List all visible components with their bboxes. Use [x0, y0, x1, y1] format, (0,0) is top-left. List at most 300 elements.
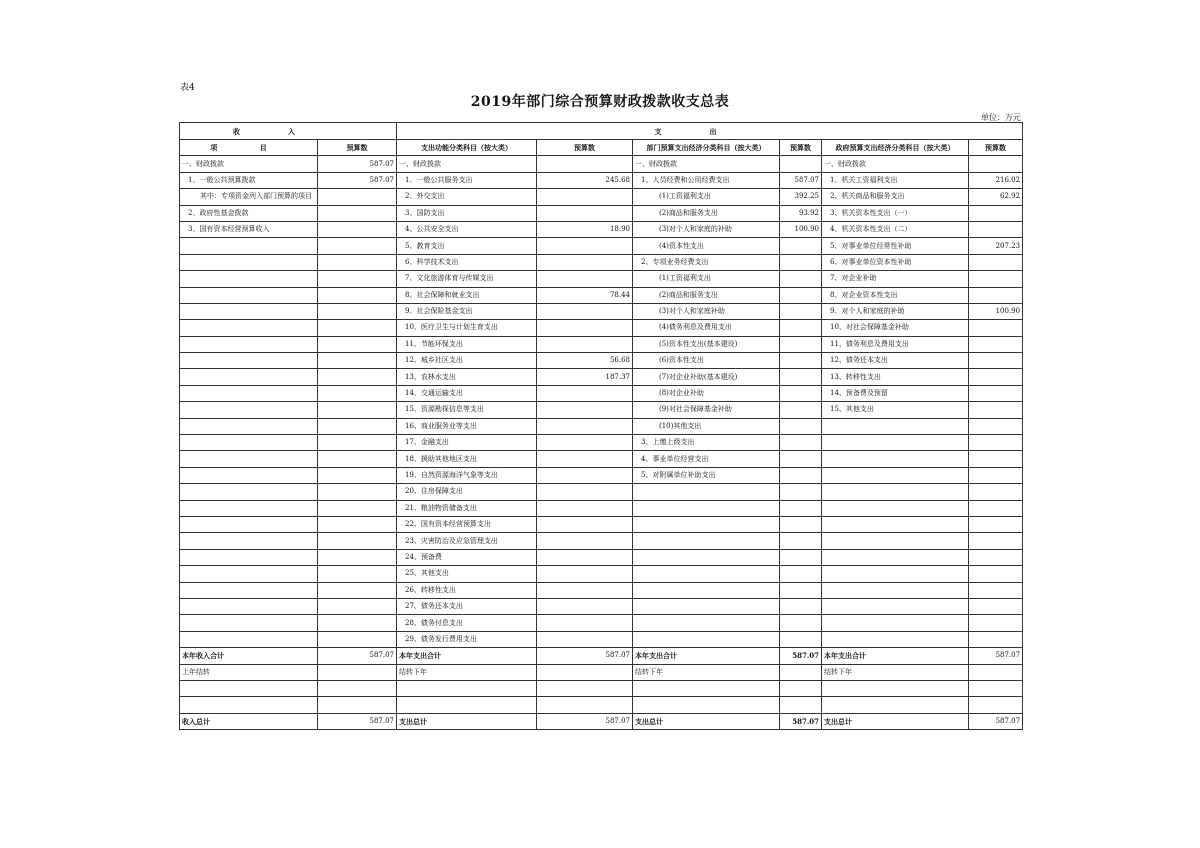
header-row-group — [180, 123, 1023, 140]
table-cell — [180, 631, 318, 647]
table-cell: 上年结转 — [180, 664, 318, 680]
table-row — [180, 271, 1023, 287]
table-cell — [780, 598, 822, 614]
table-row — [180, 369, 1023, 385]
table-cell — [537, 254, 633, 270]
table-cell — [537, 549, 633, 565]
table-cell: 2、机关商品和服务支出 — [822, 189, 969, 205]
table-cell — [969, 697, 1023, 713]
table-cell — [180, 287, 318, 303]
table-row — [180, 320, 1023, 336]
table-row — [180, 500, 1023, 516]
table-cell — [633, 516, 780, 532]
table-cell — [780, 287, 822, 303]
blank-row — [180, 697, 1023, 713]
table-row — [180, 238, 1023, 254]
table-cell: 8、对企业资本性支出 — [822, 287, 969, 303]
table-cell: 11、债务利息及费用支出 — [822, 336, 969, 352]
table-cell — [822, 516, 969, 532]
table-cell — [969, 664, 1023, 680]
table-cell: 20、住房保障支出 — [397, 484, 537, 500]
table-cell — [780, 500, 822, 516]
table-cell — [969, 500, 1023, 516]
table-cell — [780, 435, 822, 451]
gov-econ-class-header: 政府预算支出经济分类科目（按大类） — [822, 140, 969, 156]
table-cell — [780, 320, 822, 336]
table-cell: 5、对附属单位补助支出 — [633, 467, 780, 483]
budget-table — [179, 122, 1023, 730]
table-row — [180, 566, 1023, 582]
table-cell — [180, 500, 318, 516]
table-cell — [180, 598, 318, 614]
table-cell: 26、转移性支出 — [397, 582, 537, 598]
table-cell — [780, 467, 822, 483]
table-cell — [780, 418, 822, 434]
table-cell — [780, 369, 822, 385]
table-cell — [969, 435, 1023, 451]
table-cell — [969, 615, 1023, 631]
table-cell: 1、人员经费和公用经费支出 — [633, 172, 780, 188]
table-cell: 56.68 — [537, 353, 633, 369]
table-row — [180, 516, 1023, 532]
table-cell: 11、节能环保支出 — [397, 336, 537, 352]
table-cell: 3、机关资本性支出（一） — [822, 205, 969, 221]
table-cell: 100.90 — [780, 221, 822, 237]
table-cell: 587.07 — [318, 713, 397, 729]
table-cell — [180, 484, 318, 500]
table-cell — [180, 451, 318, 467]
table-cell — [537, 451, 633, 467]
table-cell — [780, 516, 822, 532]
table-cell: (3)对个人和家庭补助 — [633, 303, 780, 319]
table-cell — [537, 500, 633, 516]
table-cell — [180, 549, 318, 565]
table-cell — [318, 631, 397, 647]
table-cell: 4、事业单位经营支出 — [633, 451, 780, 467]
table-cell — [969, 631, 1023, 647]
table-cell — [969, 336, 1023, 352]
table-cell: 本年收入合计 — [180, 648, 318, 664]
table-cell — [537, 271, 633, 287]
table-cell — [318, 205, 397, 221]
table-row — [180, 418, 1023, 434]
table-cell — [397, 680, 537, 696]
table-cell — [180, 303, 318, 319]
table-cell: 10、医疗卫生与计划生育支出 — [397, 320, 537, 336]
table-cell — [537, 320, 633, 336]
table-cell: 587.07 — [780, 648, 822, 664]
table-cell — [180, 254, 318, 270]
budget-header-2: 预算数 — [537, 140, 633, 156]
table-cell: 25、其他支出 — [397, 566, 537, 582]
table-cell: 29、债务发行费用支出 — [397, 631, 537, 647]
table-cell: 22、国有资本经营预算支出 — [397, 516, 537, 532]
table-cell — [318, 664, 397, 680]
table-cell — [180, 271, 318, 287]
table-cell — [180, 320, 318, 336]
table-cell: 27、债务还本支出 — [397, 598, 537, 614]
table-row — [180, 549, 1023, 565]
table-row — [180, 484, 1023, 500]
table-cell — [537, 680, 633, 696]
table-cell — [780, 664, 822, 680]
table-cell: (1)工资福利支出 — [633, 189, 780, 205]
table-cell — [180, 516, 318, 532]
table-cell — [822, 631, 969, 647]
table-cell — [318, 287, 397, 303]
dept-econ-class-header: 部门预算支出经济分类科目（按大类） — [633, 140, 780, 156]
table-cell — [969, 254, 1023, 270]
table-cell — [969, 549, 1023, 565]
table-cell — [780, 680, 822, 696]
table-cell — [780, 238, 822, 254]
table-row — [180, 467, 1023, 483]
table-cell — [318, 353, 397, 369]
table-cell: 1、一般公共预算拨款 — [180, 172, 318, 188]
table-cell — [969, 451, 1023, 467]
table-cell: 587.07 — [780, 172, 822, 188]
table-cell: 9、社会保险基金支出 — [397, 303, 537, 319]
table-cell — [780, 533, 822, 549]
table-cell: 8、社会保障和就业支出 — [397, 287, 537, 303]
table-cell: 18.90 — [537, 221, 633, 237]
table-row — [180, 402, 1023, 418]
table-row — [180, 303, 1023, 319]
table-cell — [537, 402, 633, 418]
table-cell — [822, 582, 969, 598]
table-cell: 587.07 — [318, 648, 397, 664]
table-cell: 其中：专项资金列入部门预算的项目 — [180, 189, 318, 205]
table-cell — [780, 549, 822, 565]
page-title: 2019年部门综合预算财政拨款收支总表 — [470, 94, 730, 110]
table-cell — [537, 484, 633, 500]
table-cell: 78.44 — [537, 287, 633, 303]
table-cell: 支出总计 — [633, 713, 780, 729]
table-cell — [537, 664, 633, 680]
table-cell — [822, 566, 969, 582]
table-cell: 207.23 — [969, 238, 1023, 254]
income-header: 收入 — [180, 123, 397, 140]
table-cell — [780, 336, 822, 352]
table-cell: 一、财政拨款 — [633, 156, 780, 172]
table-cell: 5、对事业单位经常性补助 — [822, 238, 969, 254]
table-cell: 收入总计 — [180, 713, 318, 729]
table-cell — [822, 500, 969, 516]
table-cell — [969, 598, 1023, 614]
table-body — [180, 123, 1023, 730]
expense-header: 支出 — [397, 123, 1023, 140]
table-cell: 587.07 — [780, 713, 822, 729]
table-cell — [780, 566, 822, 582]
table-cell — [180, 467, 318, 483]
table-cell — [633, 549, 780, 565]
table-cell: 一、财政拨款 — [822, 156, 969, 172]
table-cell — [822, 435, 969, 451]
unit-label: 单位：万元 — [981, 113, 1021, 122]
table-cell: 2、专项业务经费支出 — [633, 254, 780, 270]
table-cell — [318, 418, 397, 434]
table-cell: 本年支出合计 — [822, 648, 969, 664]
table-cell — [780, 631, 822, 647]
table-cell — [318, 254, 397, 270]
table-cell: 245.68 — [537, 172, 633, 188]
table-cell: (2)商品和服务支出 — [633, 205, 780, 221]
table-cell: 6、科学技术支出 — [397, 254, 537, 270]
table-cell — [180, 385, 318, 401]
table-cell — [780, 271, 822, 287]
table-cell — [780, 582, 822, 598]
table-cell — [633, 582, 780, 598]
table-cell: 216.02 — [969, 172, 1023, 188]
table-cell: 392.25 — [780, 189, 822, 205]
table-cell — [397, 697, 537, 713]
table-cell — [780, 254, 822, 270]
table-cell: 587.07 — [318, 156, 397, 172]
table-cell: 62.92 — [969, 189, 1023, 205]
table-cell — [180, 697, 318, 713]
table-cell — [318, 598, 397, 614]
table-row — [180, 615, 1023, 631]
table-cell — [969, 484, 1023, 500]
table-cell — [180, 353, 318, 369]
table-number-label: 表4 — [180, 83, 195, 93]
table-cell: 12、债务还本支出 — [822, 353, 969, 369]
table-cell — [969, 271, 1023, 287]
table-cell: 本年支出合计 — [397, 648, 537, 664]
table-cell — [180, 418, 318, 434]
table-cell: 28、债务付息支出 — [397, 615, 537, 631]
table-cell: 23、灾害防治及应急管理支出 — [397, 533, 537, 549]
budget-header-3: 预算数 — [780, 140, 822, 156]
table-cell: 7、对企业补助 — [822, 271, 969, 287]
table-cell: 7、文化旅游体育与传媒支出 — [397, 271, 537, 287]
table-cell — [969, 369, 1023, 385]
table-cell — [180, 238, 318, 254]
table-cell: 15、其他支出 — [822, 402, 969, 418]
table-cell — [318, 369, 397, 385]
table-cell — [969, 156, 1023, 172]
table-cell — [318, 615, 397, 631]
table-cell — [969, 582, 1023, 598]
table-cell — [318, 697, 397, 713]
table-cell: 587.07 — [318, 172, 397, 188]
table-cell — [318, 516, 397, 532]
table-row — [180, 156, 1023, 172]
table-cell — [537, 566, 633, 582]
table-cell: 3、国防支出 — [397, 205, 537, 221]
table-row — [180, 189, 1023, 205]
table-cell — [537, 156, 633, 172]
table-cell — [780, 303, 822, 319]
table-cell: 2、外交支出 — [397, 189, 537, 205]
table-cell — [633, 615, 780, 631]
table-cell: 10、对社会保障基金补助 — [822, 320, 969, 336]
table-cell: 13、农林水支出 — [397, 369, 537, 385]
table-cell — [537, 516, 633, 532]
table-row — [180, 598, 1023, 614]
table-cell — [318, 435, 397, 451]
table-cell — [537, 435, 633, 451]
item-header: 项 目 — [180, 140, 318, 156]
table-row — [180, 385, 1023, 401]
table-cell: 支出总计 — [822, 713, 969, 729]
table-cell — [969, 287, 1023, 303]
table-cell — [633, 566, 780, 582]
table-cell: 19、自然资源海洋气象等支出 — [397, 467, 537, 483]
table-cell: 4、机关资本性支出（二） — [822, 221, 969, 237]
table-cell — [180, 582, 318, 598]
header-row-columns — [180, 140, 1023, 156]
table-cell: 24、预备费 — [397, 549, 537, 565]
table-cell — [318, 303, 397, 319]
table-cell: 587.07 — [537, 713, 633, 729]
table-cell: 14、交通运输支出 — [397, 385, 537, 401]
table-cell — [822, 467, 969, 483]
table-cell — [969, 205, 1023, 221]
table-row — [180, 451, 1023, 467]
table-cell: 100.90 — [969, 303, 1023, 319]
total-row — [180, 713, 1023, 729]
table-row — [180, 254, 1023, 270]
table-cell — [318, 385, 397, 401]
table-cell — [537, 205, 633, 221]
table-cell — [318, 533, 397, 549]
table-cell — [318, 484, 397, 500]
table-cell — [780, 697, 822, 713]
table-cell — [969, 467, 1023, 483]
table-cell — [633, 697, 780, 713]
carry-row — [180, 664, 1023, 680]
table-cell: (9)对社会保障基金补助 — [633, 402, 780, 418]
table-cell — [822, 680, 969, 696]
table-cell — [780, 402, 822, 418]
table-cell: 16、商业服务业等支出 — [397, 418, 537, 434]
table-cell — [318, 680, 397, 696]
table-cell — [780, 353, 822, 369]
table-cell — [969, 353, 1023, 369]
table-cell — [822, 484, 969, 500]
table-cell: 支出总计 — [397, 713, 537, 729]
table-cell — [969, 221, 1023, 237]
table-cell — [780, 451, 822, 467]
budget-header-1: 预算数 — [318, 140, 397, 156]
table-cell — [780, 156, 822, 172]
table-cell: 4、公共安全支出 — [397, 221, 537, 237]
table-cell — [180, 615, 318, 631]
table-cell — [633, 598, 780, 614]
table-cell — [969, 566, 1023, 582]
table-cell: 6、对事业单位资本性补助 — [822, 254, 969, 270]
table-cell — [318, 582, 397, 598]
table-cell — [537, 189, 633, 205]
table-cell — [780, 615, 822, 631]
table-cell — [633, 631, 780, 647]
table-cell: 187.37 — [537, 369, 633, 385]
table-cell: (6)资本性支出 — [633, 353, 780, 369]
table-cell: 587.07 — [537, 648, 633, 664]
table-cell — [969, 402, 1023, 418]
table-cell — [822, 451, 969, 467]
blank-row — [180, 680, 1023, 696]
table-cell — [969, 320, 1023, 336]
table-cell — [318, 500, 397, 516]
table-cell — [969, 385, 1023, 401]
table-cell: (3)对个人和家庭的补助 — [633, 221, 780, 237]
table-cell — [969, 516, 1023, 532]
table-row — [180, 353, 1023, 369]
table-cell: 12、城乡社区支出 — [397, 353, 537, 369]
table-row — [180, 205, 1023, 221]
table-cell — [318, 467, 397, 483]
table-cell: 结转下年 — [397, 664, 537, 680]
table-cell — [537, 631, 633, 647]
table-cell: 2、政府性基金拨款 — [180, 205, 318, 221]
table-cell — [180, 533, 318, 549]
table-cell — [969, 533, 1023, 549]
table-cell — [537, 385, 633, 401]
table-cell — [318, 566, 397, 582]
table-cell — [822, 615, 969, 631]
table-cell — [633, 500, 780, 516]
table-cell: 93.92 — [780, 205, 822, 221]
table-cell — [537, 697, 633, 713]
table-cell: (10)其他支出 — [633, 418, 780, 434]
table-cell — [537, 615, 633, 631]
func-class-header: 支出功能分类科目（按大类） — [397, 140, 537, 156]
table-cell — [180, 369, 318, 385]
table-cell — [180, 402, 318, 418]
table-cell: (4)债务利息及费用支出 — [633, 320, 780, 336]
table-cell — [822, 549, 969, 565]
table-cell — [318, 271, 397, 287]
table-cell: 21、粮油物资储备支出 — [397, 500, 537, 516]
table-cell — [318, 221, 397, 237]
table-cell — [537, 533, 633, 549]
table-cell: 18、援助其他地区支出 — [397, 451, 537, 467]
subtotal-row — [180, 648, 1023, 664]
table-row — [180, 221, 1023, 237]
table-row — [180, 533, 1023, 549]
table-cell: (7)对企业补助(基本建设) — [633, 369, 780, 385]
table-cell: 3、国有资本经营预算收入 — [180, 221, 318, 237]
table-cell: 587.07 — [969, 648, 1023, 664]
table-cell — [822, 533, 969, 549]
table-cell — [822, 418, 969, 434]
table-cell: (1)工资福利支出 — [633, 271, 780, 287]
table-cell — [633, 680, 780, 696]
table-cell: 3、上缴上级支出 — [633, 435, 780, 451]
table-cell: 9、对个人和家庭的补助 — [822, 303, 969, 319]
table-cell — [318, 336, 397, 352]
table-cell: 13、转移性支出 — [822, 369, 969, 385]
table-cell — [822, 598, 969, 614]
table-cell: 17、金融支出 — [397, 435, 537, 451]
table-cell — [180, 435, 318, 451]
table-cell: 5、教育支出 — [397, 238, 537, 254]
table-cell: 587.07 — [969, 713, 1023, 729]
table-row — [180, 631, 1023, 647]
table-cell — [318, 320, 397, 336]
table-cell: 14、预备费及预留 — [822, 385, 969, 401]
table-row — [180, 582, 1023, 598]
table-cell: (2)商品和服务支出 — [633, 287, 780, 303]
table-cell: (4)资本性支出 — [633, 238, 780, 254]
budget-header-4: 预算数 — [969, 140, 1023, 156]
table-cell — [537, 418, 633, 434]
table-cell — [537, 238, 633, 254]
table-cell — [780, 484, 822, 500]
table-cell: 1、一般公共服务支出 — [397, 172, 537, 188]
